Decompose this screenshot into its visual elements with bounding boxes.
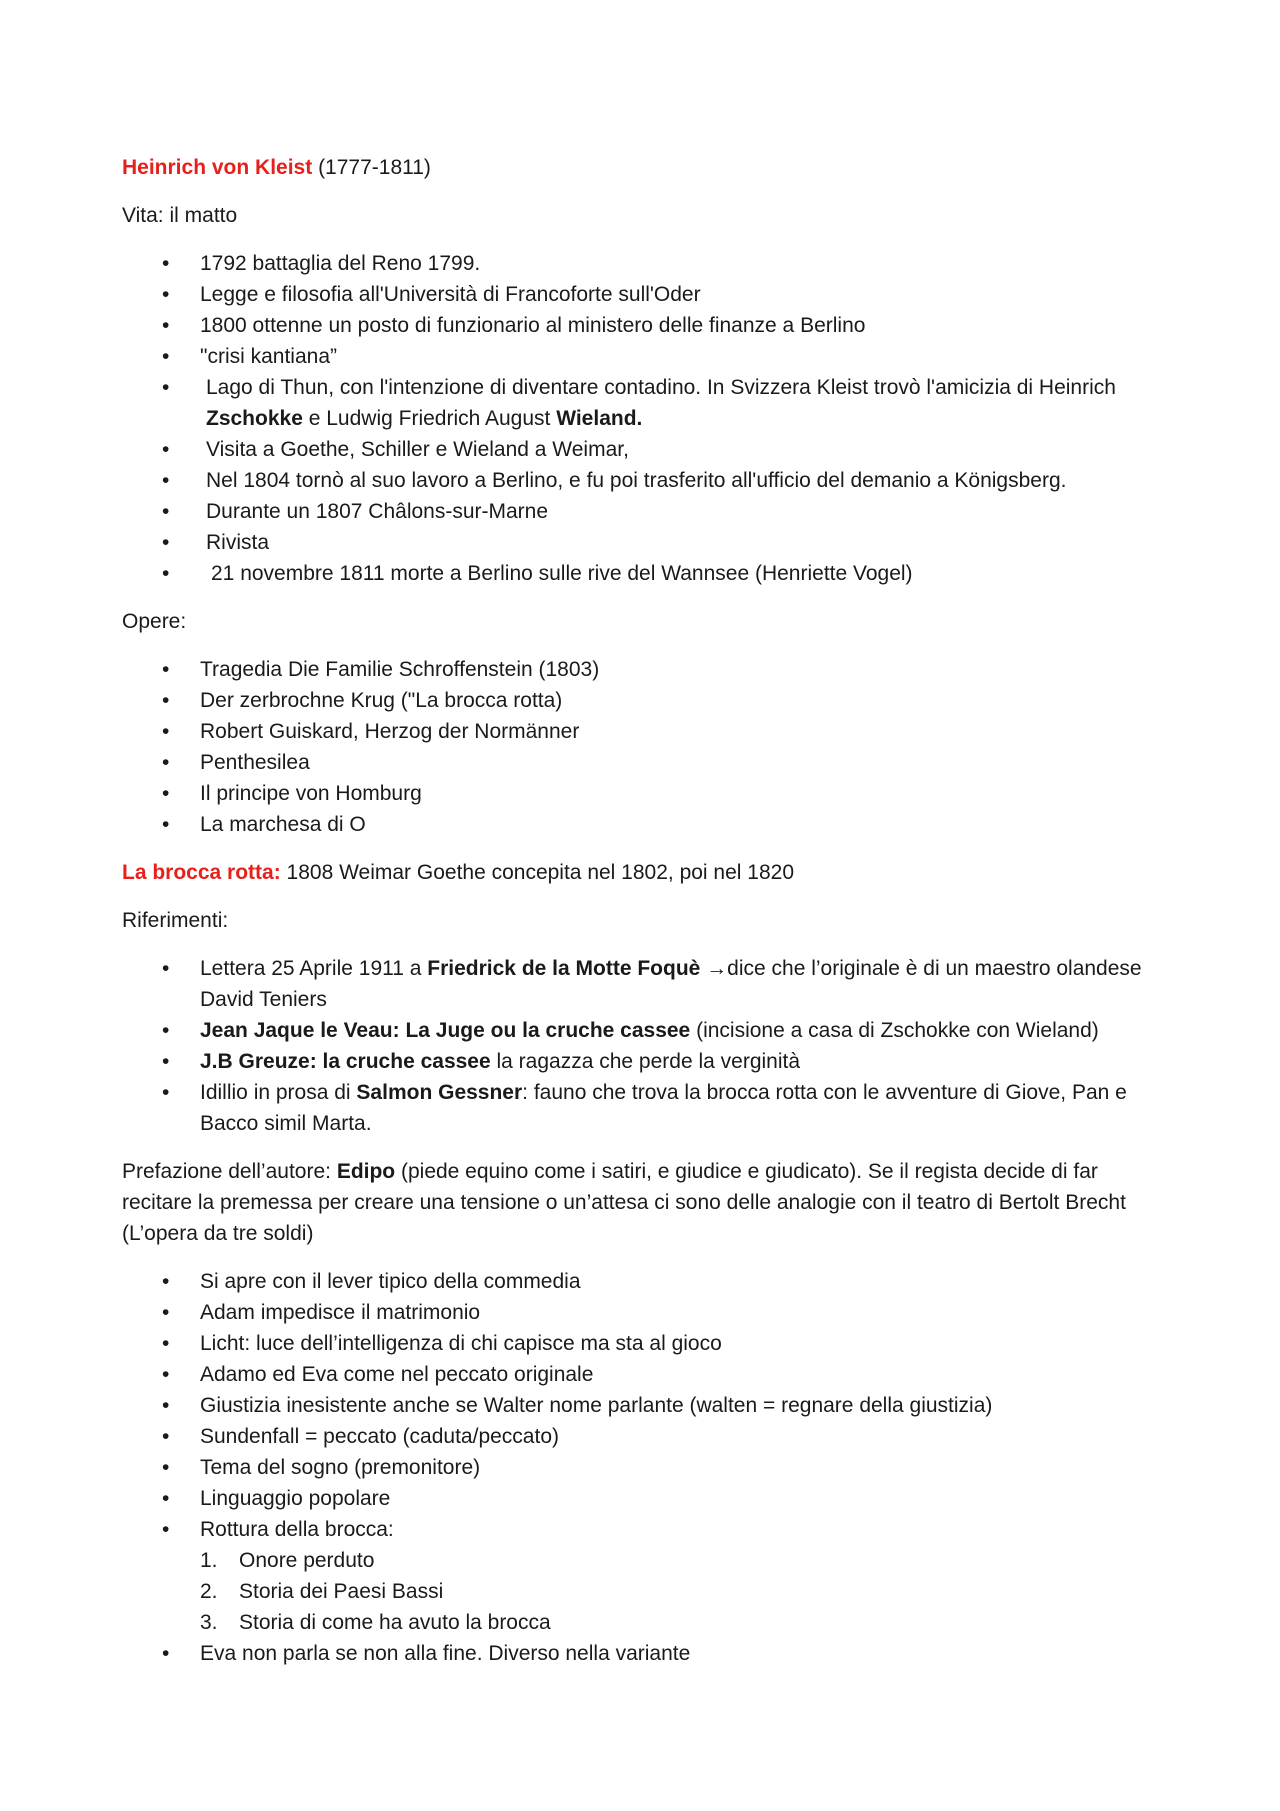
list-item: • 1792 battaglia del Reno 1799.	[122, 248, 1162, 279]
list-item: • Nel 1804 tornò al suo lavoro a Berlino, e fu poi trasferito all'ufficio del demanio a Königsberg.	[122, 465, 1162, 496]
bold-text: Wieland.	[556, 407, 643, 430]
opere-list	[122, 654, 1162, 840]
list-item: • Rivista	[122, 527, 1162, 558]
bold-text: La Juge ou la cruche cassee	[405, 1019, 691, 1042]
bold-text: Zschokke	[206, 407, 303, 430]
vita-label: Vita: il matto	[122, 204, 238, 227]
riferimenti-list	[122, 953, 1162, 1139]
prefazione-paragraph: Prefazione dell’autore: Edipo (piede equino come i satiri, e giudice e giudicato). Se il regista decide di far recitare la premessa per creare una tensione o un’attesa ci sono delle analogie con il teatro di Bertolt Brecht (L’opera da tre soldi)	[122, 1160, 1126, 1245]
list-item: • Tema del sogno (premonitore)	[122, 1452, 1162, 1483]
riferimenti-label: Riferimenti:	[122, 909, 229, 932]
list-item: • Visita a Goethe, Schiller e Wieland a Weimar,	[122, 434, 1162, 465]
numbered-item: 2. Storia dei Paesi Bassi	[200, 1580, 444, 1603]
list-item: • Licht: luce dell’intelligenza di chi capisce ma sta al gioco	[122, 1328, 1162, 1359]
analisi-list	[122, 1266, 1162, 1669]
page-title	[122, 152, 1162, 183]
list-item: • Lago di Thun, con l'intenzione di diventare contadino. In Svizzera Kleist trovò l'amicizia di Heinrich Zschokke e Ludwig Friedrich August Wieland.	[122, 372, 1162, 434]
numbered-item: 1. Onore perduto	[200, 1549, 375, 1572]
rottura-sublist	[200, 1545, 1162, 1638]
list-item: • 21 novembre 1811 morte a Berlino sulle rive del Wannsee (Henriette Vogel)	[122, 558, 1162, 589]
bold-text: J.B Greuze: la cruche cassee	[200, 1050, 491, 1073]
list-item: • Robert Guiskard, Herzog der Normänner	[122, 716, 1162, 747]
list-item: • 1800 ottenne un posto di funzionario al ministero delle finanze a Berlino	[122, 310, 1162, 341]
opere-label: Opere:	[122, 610, 187, 633]
list-item: • Sundenfall = peccato (caduta/peccato)	[122, 1421, 1162, 1452]
list-item: • Tragedia Die Familie Schroffenstein (1803)	[122, 654, 1162, 685]
list-item: • Linguaggio popolare	[122, 1483, 1162, 1514]
list-item: • Lettera 25 Aprile 1911 a Friedrick de la Motte Foquè →dice che l’originale è di un maestro olandese David Teniers	[122, 953, 1162, 1015]
list-item: • Rottura della brocca: 1. Onore perduto 2. Storia dei Paesi Bassi 3. Storia di come ha avuto la brocca	[122, 1514, 1162, 1638]
numbered-item: 3. Storia di come ha avuto la brocca	[200, 1611, 551, 1634]
list-item: • Eva non parla se non alla fine. Diverso nella variante	[122, 1638, 1162, 1669]
bold-text: Salmon Gessner	[356, 1081, 523, 1104]
list-item: • Der zerbrochne Krug ("La brocca rotta)	[122, 685, 1162, 716]
brocca-title: La brocca rotta:	[122, 861, 281, 884]
list-item: • Si apre con il lever tipico della commedia	[122, 1266, 1162, 1297]
author-name: Heinrich von Kleist	[122, 156, 313, 179]
bold-text: Friedrick de la Motte Foquè	[427, 957, 701, 980]
list-item: • La marchesa di O	[122, 809, 1162, 840]
list-item: • Giustizia inesistente anche se Walter nome parlante (walten = regnare della giustizia)	[122, 1390, 1162, 1421]
list-item: • Il principe von Homburg	[122, 778, 1162, 809]
list-item: • Jean Jaque le Veau: La Juge ou la cruche cassee (incisione a casa di Zschokke con Wieland)	[122, 1015, 1162, 1046]
list-item: • Adamo ed Eva come nel peccato originale	[122, 1359, 1162, 1390]
list-item: • "crisi kantiana”	[122, 341, 1162, 372]
list-item: • Adam impedisce il matrimonio	[122, 1297, 1162, 1328]
vita-list	[122, 248, 1162, 589]
list-item: • J.B Greuze: la cruche cassee la ragazza che perde la verginità	[122, 1046, 1162, 1077]
bold-text: Jean Jaque le Veau	[200, 1019, 393, 1042]
list-item: • Durante un 1807 Châlons-sur-Marne	[122, 496, 1162, 527]
document-body	[122, 152, 1162, 1686]
brocca-paragraph: La brocca rotta: 1808 Weimar Goethe concepita nel 1802, poi nel 1820	[122, 861, 795, 884]
list-item: • Idillio in prosa di Salmon Gessner: fauno che trova la brocca rotta con le avventure di Giove, Pan e Bacco simil Marta.	[122, 1077, 1162, 1139]
author-dates: (1777-1811)	[318, 156, 431, 179]
bold-text: Edipo	[336, 1160, 396, 1183]
list-item: • Penthesilea	[122, 747, 1162, 778]
list-item: • Legge e filosofia all'Università di Francoforte sull'Oder	[122, 279, 1162, 310]
